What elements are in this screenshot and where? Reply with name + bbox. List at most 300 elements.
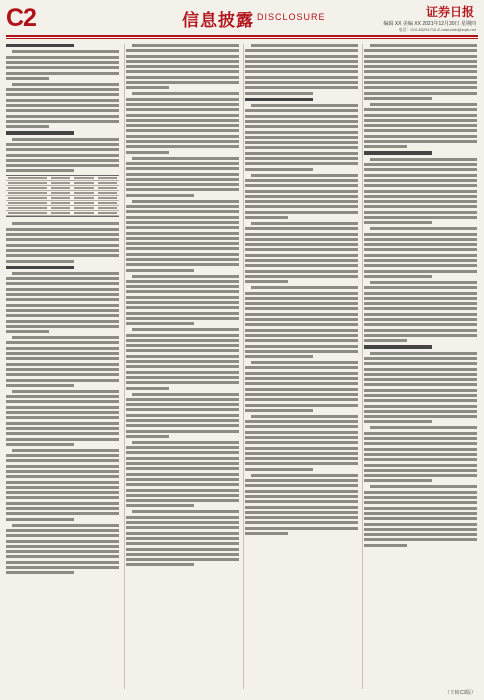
text-line xyxy=(364,432,477,435)
table-cell xyxy=(8,187,47,189)
table-cell xyxy=(8,212,47,214)
text-line xyxy=(364,442,477,445)
text-line xyxy=(364,389,477,392)
paragraph xyxy=(126,275,239,326)
text-line xyxy=(126,194,194,197)
text-line xyxy=(132,441,239,444)
text-line xyxy=(126,521,239,524)
table-cell xyxy=(74,197,93,199)
text-line xyxy=(245,81,358,84)
text-line xyxy=(6,325,119,328)
text-line xyxy=(245,248,358,251)
text-line xyxy=(245,55,358,58)
text-line xyxy=(126,178,239,181)
text-line xyxy=(245,372,358,375)
text-line xyxy=(6,72,119,75)
text-line xyxy=(245,146,358,149)
text-line xyxy=(245,457,358,460)
header-rule-thin xyxy=(6,38,478,39)
text-line xyxy=(126,526,239,529)
text-line xyxy=(245,152,358,155)
text-line xyxy=(364,491,477,494)
text-line xyxy=(245,339,358,342)
text-line xyxy=(126,344,239,347)
text-line xyxy=(364,49,477,52)
text-line xyxy=(126,371,239,374)
text-line xyxy=(126,70,239,73)
text-line xyxy=(245,195,358,198)
table-cell xyxy=(51,192,70,194)
table-cell xyxy=(8,197,47,199)
text-line xyxy=(364,501,477,504)
table-cell xyxy=(8,192,47,194)
text-line xyxy=(6,109,119,112)
column-divider xyxy=(243,44,244,689)
text-line xyxy=(126,548,239,551)
table-cell xyxy=(8,202,47,204)
table-cell xyxy=(8,207,47,209)
text-line xyxy=(6,341,119,344)
text-line xyxy=(364,286,477,289)
text-line xyxy=(6,555,119,558)
text-line xyxy=(126,221,239,224)
text-line xyxy=(245,490,358,493)
column-divider xyxy=(124,44,125,689)
text-line xyxy=(6,400,119,403)
text-line xyxy=(6,233,119,236)
text-line xyxy=(126,301,239,304)
table-cell xyxy=(98,197,117,199)
text-line xyxy=(126,253,239,256)
text-line xyxy=(364,129,477,132)
text-line xyxy=(126,516,239,519)
text-line xyxy=(370,281,477,284)
text-line xyxy=(126,269,194,272)
paragraph xyxy=(6,83,119,128)
text-line xyxy=(6,88,119,91)
text-line xyxy=(126,263,239,266)
text-line xyxy=(364,108,477,111)
text-line xyxy=(126,108,239,111)
paragraph xyxy=(6,50,119,79)
text-line xyxy=(364,469,477,472)
table-cell xyxy=(98,177,117,179)
text-line xyxy=(245,49,358,52)
text-line xyxy=(6,120,119,123)
text-line xyxy=(364,528,477,531)
text-line xyxy=(126,403,239,406)
text-line xyxy=(364,76,477,79)
paragraph xyxy=(245,44,358,95)
text-line xyxy=(245,254,358,257)
text-line xyxy=(245,511,358,514)
text-line xyxy=(6,496,119,499)
text-line xyxy=(364,184,477,187)
text-line xyxy=(6,540,119,543)
text-line xyxy=(370,103,477,106)
text-line xyxy=(364,211,477,214)
text-line xyxy=(364,458,477,461)
text-line xyxy=(245,521,358,524)
text-line xyxy=(364,65,477,68)
text-line xyxy=(6,56,119,59)
article-column-2 xyxy=(126,44,239,689)
table-cell xyxy=(51,187,70,189)
text-line xyxy=(132,510,239,513)
text-line xyxy=(126,349,239,352)
paragraph xyxy=(126,328,239,389)
text-line xyxy=(126,489,239,492)
paragraph xyxy=(245,286,358,358)
text-line xyxy=(245,297,358,300)
text-line xyxy=(245,409,313,412)
text-line xyxy=(12,138,119,141)
text-line xyxy=(6,169,74,172)
text-line xyxy=(6,416,119,419)
paragraph-heading xyxy=(364,151,477,154)
text-line xyxy=(251,44,358,47)
text-line xyxy=(364,174,477,177)
text-line xyxy=(6,282,119,285)
text-line xyxy=(126,232,239,235)
text-line xyxy=(364,474,477,477)
text-line xyxy=(364,339,407,342)
text-line xyxy=(6,438,119,441)
text-line xyxy=(126,424,239,427)
text-line xyxy=(6,459,119,462)
text-line xyxy=(126,499,239,502)
paragraph xyxy=(6,336,119,387)
text-line xyxy=(245,216,288,219)
text-line xyxy=(245,382,358,385)
text-line xyxy=(6,443,74,446)
text-line xyxy=(364,415,477,418)
text-line xyxy=(126,242,239,245)
text-line xyxy=(364,190,477,193)
article-column-3 xyxy=(245,44,358,689)
text-line xyxy=(364,163,477,166)
text-line xyxy=(245,420,358,423)
text-line xyxy=(6,61,119,64)
text-line xyxy=(126,296,239,299)
text-line xyxy=(6,254,119,257)
text-line xyxy=(126,188,239,191)
text-line xyxy=(126,290,239,293)
text-line xyxy=(126,280,239,283)
paragraph xyxy=(6,272,119,333)
paragraph xyxy=(245,222,358,283)
text-line xyxy=(132,275,239,278)
text-line xyxy=(364,345,432,348)
text-line xyxy=(126,462,239,465)
text-line xyxy=(364,81,477,84)
text-line xyxy=(245,350,358,353)
text-line xyxy=(364,368,477,371)
text-line xyxy=(364,151,432,154)
text-line xyxy=(364,140,477,143)
text-line xyxy=(126,285,239,288)
text-line xyxy=(364,410,477,413)
table-cell xyxy=(51,202,70,204)
paragraph xyxy=(126,157,239,197)
text-line xyxy=(126,446,239,449)
text-line xyxy=(245,227,358,230)
text-line xyxy=(126,145,239,148)
text-line xyxy=(6,373,119,376)
text-line xyxy=(245,205,358,208)
text-line xyxy=(245,313,358,316)
text-line xyxy=(245,270,358,273)
text-line xyxy=(245,404,358,407)
text-line xyxy=(364,114,477,117)
text-line xyxy=(370,158,477,161)
text-line xyxy=(364,97,432,100)
paragraph xyxy=(245,361,358,412)
text-line xyxy=(126,60,239,63)
text-line xyxy=(364,275,432,278)
text-line xyxy=(126,103,239,106)
text-line xyxy=(245,479,358,482)
text-line xyxy=(6,571,74,574)
text-line xyxy=(364,378,477,381)
table-cell xyxy=(51,207,70,209)
text-line xyxy=(126,226,239,229)
text-line xyxy=(364,448,477,451)
text-line xyxy=(364,373,477,376)
text-line xyxy=(251,222,358,225)
text-line xyxy=(126,504,194,507)
text-line xyxy=(6,454,119,457)
text-line xyxy=(245,393,358,396)
text-line xyxy=(126,258,239,261)
text-line xyxy=(126,322,194,325)
text-line xyxy=(245,377,358,380)
text-line xyxy=(364,119,477,122)
text-line xyxy=(364,292,477,295)
text-line xyxy=(132,328,239,331)
text-line xyxy=(126,563,194,566)
text-line xyxy=(6,66,119,69)
text-line xyxy=(126,210,239,213)
text-line xyxy=(126,65,239,68)
paragraph xyxy=(364,485,477,546)
text-line xyxy=(126,216,239,219)
text-line xyxy=(364,405,477,408)
text-line xyxy=(245,345,358,348)
table-cell xyxy=(8,182,47,184)
text-line xyxy=(6,347,119,350)
table-cell xyxy=(51,182,70,184)
text-line xyxy=(6,470,119,473)
text-line xyxy=(126,430,239,433)
text-line xyxy=(12,50,119,53)
text-line xyxy=(6,363,119,366)
text-line xyxy=(364,302,477,305)
text-line xyxy=(245,323,358,326)
text-line xyxy=(6,422,119,425)
text-line xyxy=(245,355,313,358)
text-line xyxy=(126,376,239,379)
text-line xyxy=(364,523,477,526)
text-line xyxy=(6,330,49,333)
paragraph xyxy=(245,474,358,535)
text-line xyxy=(126,114,239,117)
text-line xyxy=(126,398,239,401)
text-line xyxy=(364,264,477,267)
table-cell xyxy=(74,182,93,184)
paragraph xyxy=(6,222,119,262)
page-number: C2 xyxy=(6,4,36,32)
text-line xyxy=(12,390,119,393)
paragraph-heading xyxy=(364,345,477,348)
text-line xyxy=(245,162,358,165)
paragraph xyxy=(245,174,358,219)
text-line xyxy=(126,435,169,438)
text-line xyxy=(126,494,239,497)
text-line xyxy=(6,395,119,398)
text-line xyxy=(245,307,358,310)
text-line xyxy=(6,314,119,317)
text-line xyxy=(245,243,358,246)
text-line xyxy=(364,357,477,360)
table-cell xyxy=(74,177,93,179)
text-line xyxy=(12,336,119,339)
text-line xyxy=(6,384,74,387)
text-line xyxy=(364,334,477,337)
text-line xyxy=(245,190,358,193)
text-line xyxy=(245,98,313,101)
text-line xyxy=(6,228,119,231)
text-line xyxy=(6,244,119,247)
text-line xyxy=(126,532,239,535)
text-line xyxy=(245,157,358,160)
text-line xyxy=(6,411,119,414)
table-cell xyxy=(98,182,117,184)
text-line xyxy=(6,238,119,241)
text-line xyxy=(245,125,358,128)
text-line xyxy=(245,302,358,305)
section-subtitle: DISCLOSURE xyxy=(257,12,326,22)
text-line xyxy=(126,237,239,240)
text-line xyxy=(126,312,239,315)
text-line xyxy=(364,216,477,219)
text-line xyxy=(245,398,358,401)
paragraph xyxy=(364,158,477,225)
text-line xyxy=(364,538,477,541)
text-line xyxy=(6,352,119,355)
text-line xyxy=(245,462,358,465)
text-line xyxy=(364,437,477,440)
text-line xyxy=(364,496,477,499)
text-line xyxy=(6,427,119,430)
text-line xyxy=(126,140,239,143)
text-line xyxy=(6,368,119,371)
text-line xyxy=(245,329,358,332)
text-line xyxy=(245,179,358,182)
text-line xyxy=(364,238,477,241)
text-line xyxy=(245,92,313,95)
text-line xyxy=(126,76,239,79)
paragraph xyxy=(6,390,119,446)
text-line xyxy=(245,441,358,444)
text-line xyxy=(126,365,239,368)
text-line xyxy=(245,447,358,450)
text-line xyxy=(126,317,239,320)
text-line xyxy=(126,542,239,545)
paragraph xyxy=(6,524,119,575)
text-line xyxy=(6,561,119,564)
text-line xyxy=(364,195,477,198)
text-line xyxy=(6,320,119,323)
text-line xyxy=(126,467,239,470)
text-line xyxy=(6,125,49,128)
text-line xyxy=(364,307,477,310)
text-line xyxy=(6,277,119,280)
paragraph-heading xyxy=(245,98,358,101)
text-line xyxy=(6,432,119,435)
paragraph xyxy=(126,441,239,508)
data-table xyxy=(6,175,119,217)
text-line xyxy=(245,292,358,295)
text-line xyxy=(6,143,119,146)
text-line xyxy=(245,500,358,503)
text-line xyxy=(364,86,477,89)
text-line xyxy=(245,70,358,73)
text-line xyxy=(364,248,477,251)
table-row xyxy=(6,211,119,216)
text-line xyxy=(364,168,477,171)
text-line xyxy=(6,131,74,134)
text-line xyxy=(6,566,119,569)
text-line xyxy=(126,205,239,208)
text-line xyxy=(6,99,119,102)
text-line xyxy=(245,495,358,498)
text-line xyxy=(245,431,358,434)
text-line xyxy=(245,468,313,471)
text-line xyxy=(370,227,477,230)
text-line xyxy=(245,65,358,68)
text-line xyxy=(364,512,477,515)
table-cell xyxy=(74,187,93,189)
text-line xyxy=(364,313,477,316)
text-line xyxy=(6,475,119,478)
text-line xyxy=(126,151,169,154)
text-line xyxy=(364,544,407,547)
text-line xyxy=(6,357,119,360)
text-line xyxy=(6,260,74,263)
section-title: 信息披露 xyxy=(182,11,254,31)
text-line xyxy=(12,449,119,452)
text-line xyxy=(6,550,119,553)
text-line xyxy=(364,517,477,520)
text-line xyxy=(251,104,358,107)
text-line xyxy=(126,247,239,250)
text-line xyxy=(126,451,239,454)
text-line xyxy=(364,60,477,63)
text-line xyxy=(245,506,358,509)
text-line xyxy=(126,381,239,384)
editor-line: 编辑 XX 美编 XX 2021年12月30日 星期四 xyxy=(383,21,476,27)
text-line xyxy=(364,362,477,365)
text-line xyxy=(364,243,477,246)
text-line xyxy=(364,55,477,58)
text-line xyxy=(6,545,119,548)
header-rule xyxy=(6,35,478,37)
text-line xyxy=(126,387,169,390)
text-line xyxy=(126,334,239,337)
continued-note: （下转C3版） xyxy=(444,690,476,696)
text-line xyxy=(6,298,119,301)
